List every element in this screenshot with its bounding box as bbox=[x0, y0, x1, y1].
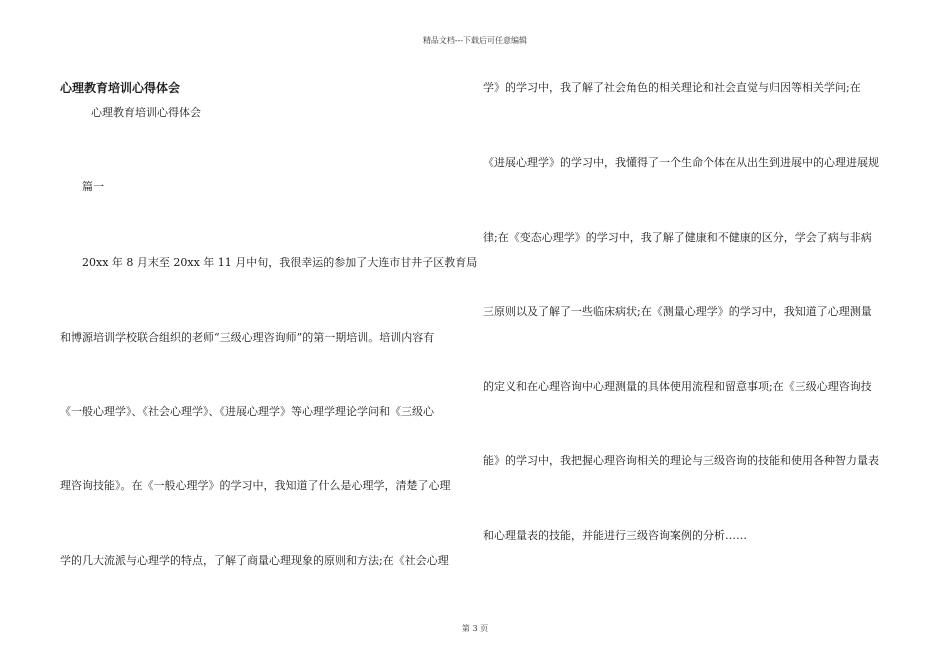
right-paragraph-line: 学》的学习中，我了解了社会角色的相关理论和社会直觉与归因等相关学问;在 bbox=[483, 81, 861, 94]
right-paragraph-line: 和心理量表的技能，并能进行三级咨询案例的分析…… bbox=[483, 529, 747, 542]
left-paragraph-line: 理咨询技能》。在《一般心理学》的学习中，我知道了什么是心理学，清楚了心理 bbox=[60, 479, 451, 492]
right-paragraph-line: 能》的学习中，我把握心理咨询相关的理论与三级咨询的技能和使用各种智力量表 bbox=[483, 454, 879, 467]
right-paragraph-line: 的定义和在心理咨询中心理测量的具体使用流程和留意事项;在《三级心理咨询技 bbox=[483, 380, 872, 393]
document-title: 心理教育培训心得体会 bbox=[60, 81, 181, 95]
document-subtitle: 心理教育培训心得体会 bbox=[91, 106, 201, 119]
left-paragraph-line: 学的几大流派与心理学的特点，了解了商量心理现象的原则和方法;在《社会心理 bbox=[60, 554, 449, 567]
right-paragraph-line: 三原则以及了解了一些临床病状;在《测量心理学》的学习中，我知道了心理测量 bbox=[483, 305, 872, 318]
left-paragraph-line: 《一般心理学》、《社会心理学》、《进展心理学》等心理学理论学问和《三级心 bbox=[60, 405, 434, 418]
right-paragraph-line: 律;在《变态心理学》的学习中，我了解了健康和不健康的区分，学会了病与非病 bbox=[483, 231, 872, 244]
left-paragraph-line: 20xx 年 8 月末至 20xx 年 11 月中旬，我很幸运的参加了大连市甘井子区教育局 bbox=[82, 256, 478, 269]
left-paragraph-line: 和博源培训学校联合组织的老师“三级心理咨询师”的第一期培训。培训内容有 bbox=[60, 331, 435, 344]
page-number: 第 3 页 bbox=[461, 624, 489, 633]
page-header: 精品文档---下载后可任意编辑 bbox=[422, 36, 528, 45]
section-label: 篇一 bbox=[82, 180, 104, 193]
right-paragraph-line: 《进展心理学》的学习中，我懂得了一个生命个体在从出生到进展中的心理进展规 bbox=[483, 156, 879, 169]
